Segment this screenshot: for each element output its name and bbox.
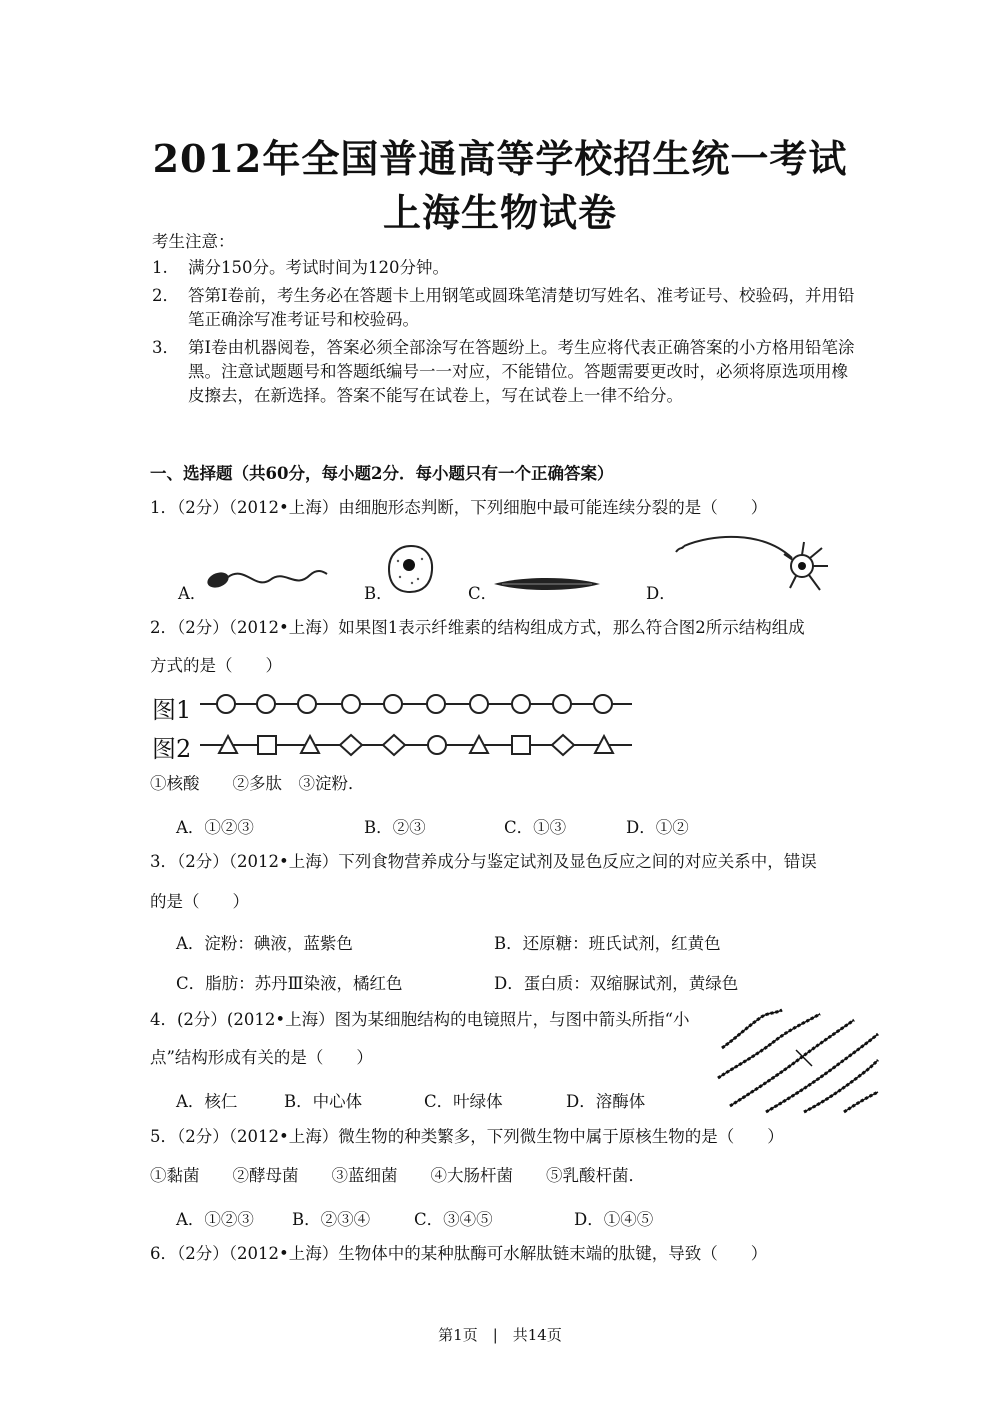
q2-fig2-label: 图2 — [152, 735, 192, 763]
q4-option-a: A．核仁 — [176, 1092, 238, 1111]
notice-num-2: 2． — [152, 286, 179, 305]
q3-option-b: B．还原糖：班氏试剂，红黄色 — [494, 934, 721, 953]
notice-heading: 考生注意： — [152, 232, 235, 251]
q4-option-b: B．中心体 — [284, 1092, 363, 1111]
q3-stem-line1: 3．（2分）（2012•上海）下列食物营养成分与鉴定试剂及显色反应之间的对应关系中，错误 — [150, 852, 817, 871]
q4-option-d: D．溶酶体 — [566, 1092, 646, 1111]
q2-option-d: D．①② — [626, 818, 689, 837]
q4-option-c: C．叶绿体 — [424, 1092, 503, 1111]
notice-text-1: 满分150分。考试时间为120分钟。 — [188, 258, 449, 277]
q5-items: ①黏菌 ②酵母菌 ③蓝细菌 ④大肠杆菌 ⑤乳酸杆菌． — [150, 1166, 645, 1185]
q4-stem-line1: 4．(2分）(2012•上海）图为某细胞结构的电镜照片，与图中箭头所指“小 — [150, 1010, 690, 1029]
q1-option-a: A． — [178, 584, 207, 603]
q1-option-c: C． — [468, 584, 498, 603]
q1-stem: 1．（2分）（2012•上海）由细胞形态判断，下列细胞中最可能连续分裂的是（ ） — [150, 498, 768, 517]
sperm-cell-image — [200, 560, 330, 600]
q2-option-b: B．②③ — [364, 818, 426, 837]
q5-option-c: C．③④⑤ — [414, 1210, 493, 1229]
q2-items: ①核酸 ②多肽 ③淀粉． — [150, 774, 365, 793]
q2-stem-line2: 方式的是（ ） — [150, 656, 282, 675]
q2-option-a: A．①②③ — [176, 818, 254, 837]
q5-option-a: A．①②③ — [176, 1210, 254, 1229]
q6-stem: 6．（2分）（2012•上海）生物体中的某种肽酶可水解肽链末端的肽键，导致（ ） — [150, 1244, 768, 1263]
q2-option-c: C．①③ — [504, 818, 567, 837]
q3-option-a: A．淀粉：碘液，蓝紫色 — [176, 934, 353, 953]
page-footer: 第1页 | 共14页 — [438, 1326, 562, 1344]
electron-micrograph-image — [716, 1008, 880, 1114]
notice-num-3: 3． — [152, 338, 179, 357]
q3-option-c: C．脂肪：苏丹Ⅲ染液，橘红色 — [176, 974, 403, 993]
q4-stem-line2: 点”结构形成有关的是（ ） — [150, 1048, 373, 1067]
section-heading: 一、选择题（共60分，每小题2分．每小题只有一个正确答案） — [150, 464, 614, 483]
notice-text-2: 答第Ⅰ卷前，考生务必在答题卡上用钢笔或圆珠笔清楚切写姓名、准考证号、校验码，并用铅笔正确涂写准考证号和校验码。 — [188, 286, 855, 329]
q1-option-d: D． — [646, 584, 676, 603]
page-title: 2012年全国普通高等学校招生统一考试 — [152, 136, 848, 181]
round-cell-image — [386, 543, 436, 595]
q5-option-d: D．①④⑤ — [574, 1210, 654, 1229]
notice-text-3: 第Ⅰ卷由机器阅卷，答案必须全部涂写在答题纷上。考生应将代表正确答案的小方格用铅笔涂黑。注意试题题号和答题纸编号一一对应，不能错位。答题需要更改时，必须将原选项用橡皮擦去，在新选择。答案不能写在试卷上，写在试卷上一律不给分。 — [188, 338, 855, 405]
q2-stem-line1: 2．（2分）（2012•上海）如果图1表示纤维素的结构组成方式，那么符合图2所示结构组成 — [150, 618, 805, 637]
figure1-chain — [200, 692, 640, 720]
q1-option-b: B． — [364, 584, 393, 603]
notice-num-1: 1. — [152, 258, 168, 277]
q5-stem: 5．（2分）（2012•上海）微生物的种类繁多，下列微生物中属于原核生物的是（ ） — [150, 1127, 784, 1146]
figure2-chain — [200, 732, 640, 760]
q2-fig1-label: 图1 — [152, 696, 192, 724]
q3-option-d: D．蛋白质：双缩脲试剂，黄绿色 — [494, 974, 739, 993]
spindle-cell-image — [492, 574, 602, 594]
page-subtitle: 上海生物试卷 — [382, 190, 617, 235]
q5-option-b: B．②③④ — [292, 1210, 371, 1229]
q3-stem-line2: 的是（ ） — [150, 892, 249, 911]
neuron-cell-image — [672, 528, 832, 598]
